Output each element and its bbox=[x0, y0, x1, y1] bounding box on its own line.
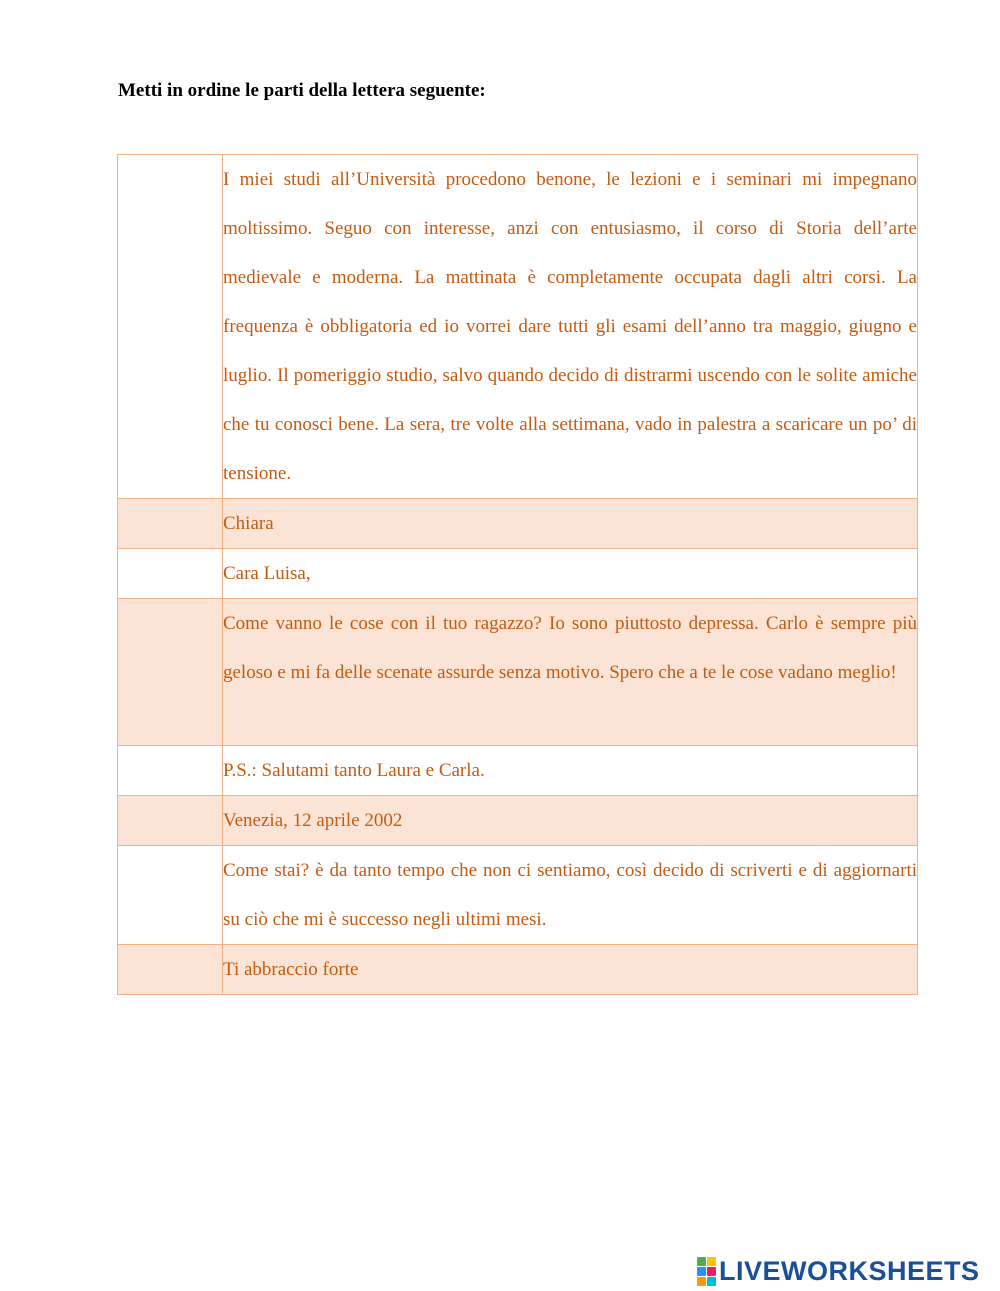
order-answer-cell[interactable] bbox=[118, 549, 223, 599]
order-answer-cell[interactable] bbox=[118, 499, 223, 549]
table-row bbox=[118, 846, 918, 945]
table-row bbox=[118, 155, 918, 499]
order-answer-cell[interactable] bbox=[118, 746, 223, 796]
table-row bbox=[118, 796, 918, 846]
order-answer-cell[interactable] bbox=[118, 599, 223, 746]
order-answer-cell[interactable] bbox=[118, 155, 223, 499]
table-row bbox=[118, 549, 918, 599]
order-input[interactable] bbox=[118, 846, 222, 944]
order-input[interactable] bbox=[118, 796, 222, 845]
liveworksheets-logo bbox=[697, 1256, 980, 1287]
logo-text: LIVEWORKSHEETS bbox=[719, 1256, 980, 1286]
order-input[interactable] bbox=[118, 549, 222, 598]
letter-part-text: Come vanno le cose con il tuo ragazzo? Io sono piuttosto depressa. Carlo è sempre più geloso e mi fa delle scenate assurde senza motivo. Spero che a te le cose vadano meglio! bbox=[223, 599, 918, 746]
letter-part-text: P.S.: Salutami tanto Laura e Carla. bbox=[223, 746, 918, 796]
letter-part-text: Chiara bbox=[223, 499, 918, 549]
letter-part-text: Ti abbraccio forte bbox=[223, 945, 918, 995]
letter-part-text: Cara Luisa, bbox=[223, 549, 918, 599]
order-answer-cell[interactable] bbox=[118, 846, 223, 945]
order-answer-cell[interactable] bbox=[118, 796, 223, 846]
letter-part-text: Venezia, 12 aprile 2002 bbox=[223, 796, 918, 846]
letter-part-text: I miei studi all’Università procedono benone, le lezioni e i seminari mi impegnano moltissimo. Seguo con interesse, anzi con entusiasmo, il corso di Storia dell’arte medievale e moderna. La mattinata è completamente occupata dagli altri corsi. La frequenza è obbligatoria ed io vorrei dare tutti gli esami dell’anno tra maggio, giugno e luglio. Il pomeriggio studio, salvo quando decido di distrarmi uscendo con le solite amiche che tu conosci bene. La sera, tre volte alla settimana, vado in palestra a scaricare un po’ di tensione. bbox=[223, 155, 918, 499]
instruction-heading: Metti in ordine le parti della lettera seguente: bbox=[118, 80, 486, 101]
order-input[interactable] bbox=[118, 746, 222, 795]
table-row bbox=[118, 499, 918, 549]
order-input[interactable] bbox=[118, 599, 222, 745]
table-row bbox=[118, 599, 918, 746]
order-input[interactable] bbox=[118, 945, 222, 994]
table-row bbox=[118, 746, 918, 796]
letter-part-text: Come stai? è da tanto tempo che non ci sentiamo, così decido di scriverti e di aggiornarti su ciò che mi è successo negli ultimi mesi. bbox=[223, 846, 918, 945]
order-input[interactable] bbox=[118, 155, 222, 498]
order-answer-cell[interactable] bbox=[118, 945, 223, 995]
order-input[interactable] bbox=[118, 499, 222, 548]
table-row bbox=[118, 945, 918, 995]
logo-blocks-icon bbox=[697, 1257, 716, 1286]
letter-parts-table bbox=[117, 154, 918, 995]
